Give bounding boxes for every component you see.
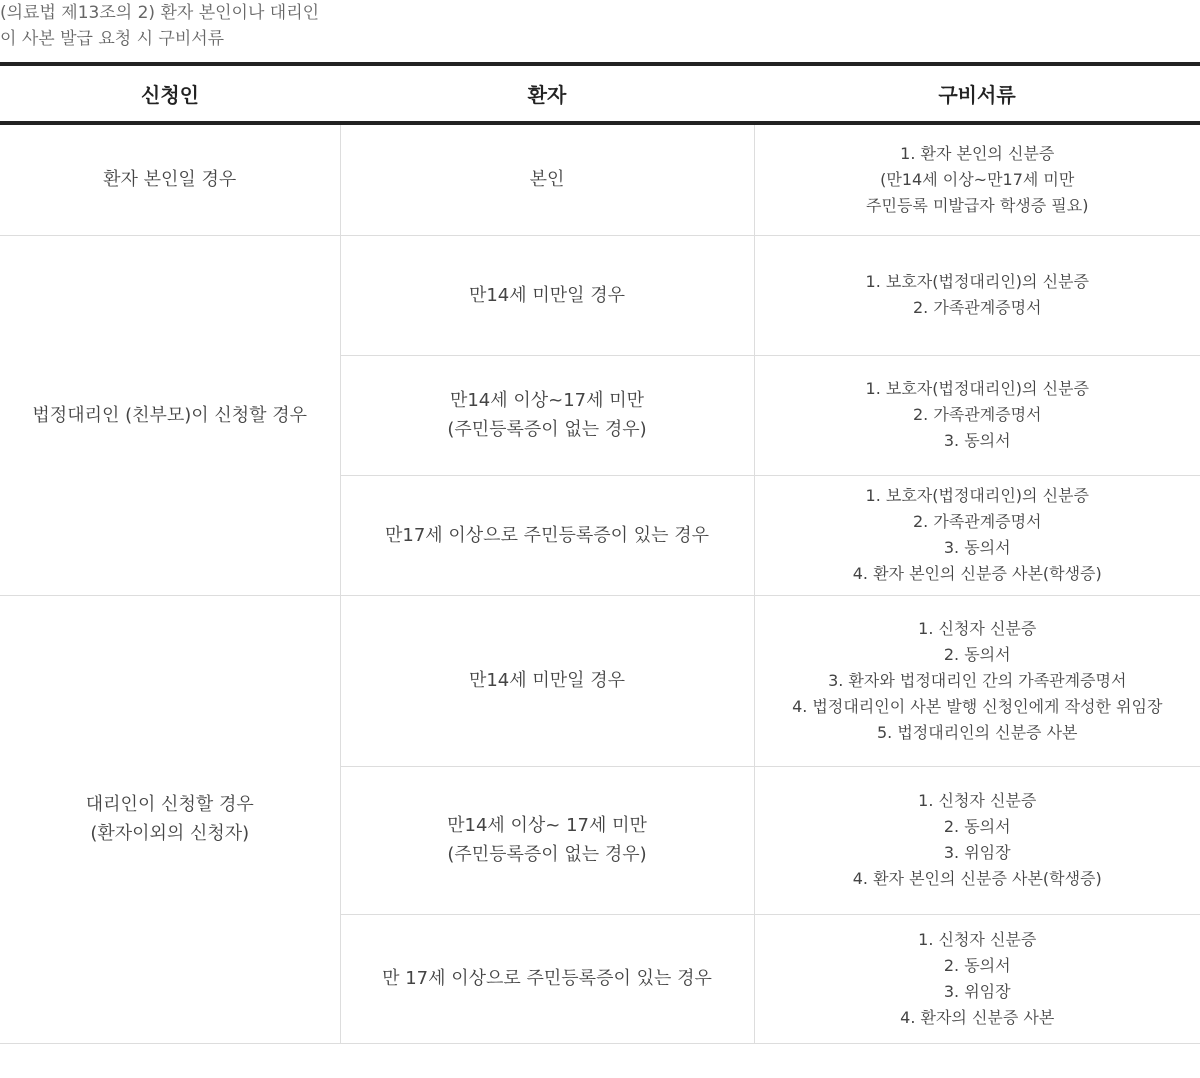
- patient-text: 만17세 이상으로 주민등록증이 있는 경우: [385, 524, 709, 546]
- patient-cell: [340, 914, 754, 1043]
- table-row: [0, 235, 1200, 355]
- patient-cell: [340, 123, 754, 235]
- document-item: (만14세 이상~만17세 미만: [880, 169, 1075, 189]
- document-item: 1. 보호자(법정대리인)의 신분증: [865, 379, 1089, 398]
- patient-text: 만 17세 이상으로 주민등록증이 있는 경우: [382, 968, 712, 989]
- header-documents: 구비서류: [754, 64, 1200, 123]
- document-item: 1. 환자 본인의 신분증: [900, 143, 1055, 163]
- required-documents-table: [0, 62, 1200, 1044]
- patient-cell: [340, 475, 754, 595]
- patient-cell: [340, 595, 754, 766]
- document-item: 4. 환자 본인의 신분증 사본(학생증): [852, 869, 1102, 888]
- patient-text: 만14세 미만일 경우: [468, 670, 626, 691]
- documents-cell: [754, 475, 1200, 595]
- header-applicant: 신청인: [0, 64, 340, 123]
- documents-cell: [754, 914, 1200, 1043]
- patient-text: 본인: [529, 169, 565, 191]
- applicant-text: 대리인이 신청할 경우: [85, 794, 254, 815]
- applicant-cell: [0, 123, 340, 235]
- document-item: 1. 보호자(법정대리인)의 신분증: [865, 272, 1089, 291]
- table-caption: [0, 0, 330, 52]
- applicant-text: 법정대리인 (친부모)이 신청할 경우: [32, 404, 308, 426]
- caption-line: (의료법 제13조의 2) 환자 본인이나 대리인: [0, 3, 320, 23]
- document-item: 3. 동의서: [943, 538, 1011, 557]
- document-item: 주민등록 미발급자 학생증 필요): [866, 195, 1089, 215]
- applicant-text: (환자이외의 신청자): [90, 823, 250, 844]
- applicant-cell: [0, 235, 340, 595]
- document-item: 4. 환자의 신분증 사본: [900, 1007, 1055, 1027]
- documents-cell: [754, 235, 1200, 355]
- patient-cell: [340, 766, 754, 914]
- documents-cell: [754, 595, 1200, 766]
- document-item: 2. 가족관계증명서: [912, 298, 1042, 317]
- document-item: 3. 환자와 법정대리인 간의 가족관계증명서: [828, 670, 1127, 690]
- header-patient: 환자: [340, 64, 754, 123]
- document-item: 5. 법정대리인의 신분증 사본: [876, 722, 1078, 742]
- table-header-row: [0, 64, 1200, 123]
- document-item: 1. 신청자 신분증: [918, 929, 1037, 949]
- document-item: 2. 동의서: [943, 817, 1011, 836]
- document-item: 1. 신청자 신분증: [918, 791, 1037, 810]
- document-item: 2. 가족관계증명서: [912, 405, 1042, 424]
- document-item: 2. 가족관계증명서: [912, 512, 1042, 531]
- document-item: 3. 동의서: [943, 431, 1011, 450]
- patient-text: 만14세 이상~17세 미만: [449, 390, 645, 411]
- applicant-text: 환자 본인일 경우: [103, 169, 237, 191]
- patient-text: (주민등록증이 없는 경우): [447, 419, 647, 440]
- document-item: 1. 보호자(법정대리인)의 신분증: [865, 486, 1089, 505]
- document-item: 2. 동의서: [943, 644, 1011, 664]
- document-item: 4. 법정대리인이 사본 발행 신청인에게 작성한 위임장: [792, 696, 1163, 716]
- document-item: 1. 신청자 신분증: [918, 618, 1037, 638]
- document-item: 4. 환자 본인의 신분증 사본(학생증): [852, 564, 1102, 583]
- caption-line: 이 사본 발급 요청 시 구비서류: [0, 29, 225, 49]
- documents-cell: [754, 766, 1200, 914]
- document-item: 2. 동의서: [943, 955, 1011, 975]
- table-row: [0, 595, 1200, 766]
- patient-text: 만14세 이상~ 17세 미만: [447, 815, 647, 836]
- patient-text: 만14세 미만일 경우: [468, 284, 626, 306]
- documents-cell: [754, 355, 1200, 475]
- document-item: 3. 위임장: [943, 981, 1011, 1001]
- patient-cell: [340, 235, 754, 355]
- table-row: [0, 123, 1200, 235]
- patient-cell: [340, 355, 754, 475]
- documents-cell: [754, 123, 1200, 235]
- applicant-cell: [0, 595, 340, 1043]
- document-item: 3. 위임장: [943, 843, 1011, 862]
- patient-text: (주민등록증이 없는 경우): [447, 844, 647, 865]
